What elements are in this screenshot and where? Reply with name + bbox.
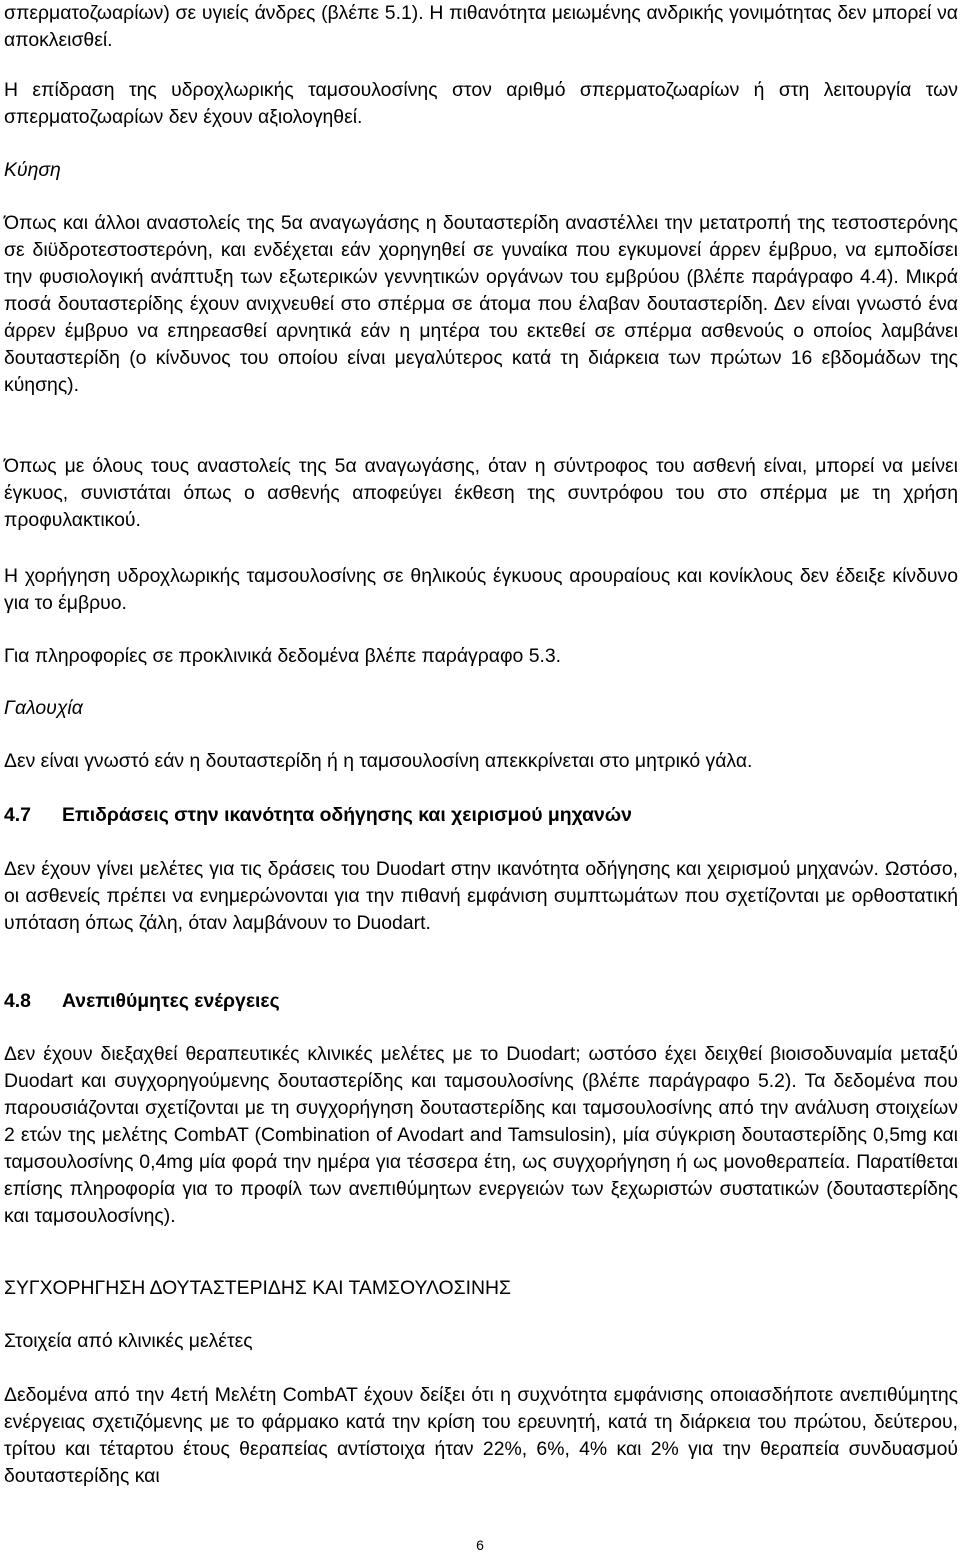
pregnancy-heading: Κύηση <box>4 159 61 181</box>
section-4-7-heading <box>4 802 632 829</box>
section-4-7-title: Επιδράσεις στην ικανότητα οδήγησης και χειρισμού μηχανών <box>62 804 632 826</box>
intro-paragraph-2: Η επίδραση της υδροχλωρικής ταμσουλοσίνης στον αριθμό σπερματοζωαρίων ή στη λειτουργία των σπερματοζωαρίων δεν έχουν αξιολογηθεί. <box>4 79 958 128</box>
section-4-8-paragraph: Δεν έχουν διεξαχθεί θεραπευτικές κλινικές μελέτες με το Duodart; ωστόσο έχει δειχθεί βιοισοδυναμία μεταξύ Duodart και συγχορηγούμενης δουταστερίδης και ταμσουλοσίνης (βλέπε παράγραφο 5.2). Τα δεδομένα που παρουσιάζονται σχετίζονται με τη συγχορήγηση δουταστερίδης και ταμσουλοσίνης από την ανάλυση στοιχείων 2 ετών της μελέτης CombAT (Combination of Avodart and Tamsulosin), μία σύγκριση δουταστερίδης 0,5mg και ταμσουλοσίνης 0,4mg μία φορά την ημέρα για τέσσερα έτη, ως συγχορήγηση ή ως μονοθεραπεία. Παρατίθεται επίσης πληροφορία για το προφίλ των ανεπιθύμητων ενεργειών των ξεχωριστών συστατικών (δουταστερίδης και ταμσουλοσίνης). <box>4 1043 958 1227</box>
clinical-studies-heading: Στοιχεία από κλινικές μελέτες <box>4 1330 253 1352</box>
section-4-7-paragraph: Δεν έχουν γίνει μελέτες για τις δράσεις του Duodart στην ικανότητα οδήγησης και χειρισμού μηχανών. Ωστόσο, οι ασθενείς πρέπει να ενημερώνονται για την πιθανή εμφάνιση συμπτωμάτων που σχετίζονται με ορθοστατική υπόταση όπως ζάλη, όταν λαμβάνουν το Duodart. <box>4 858 958 934</box>
section-4-8-title: Ανεπιθύμητες ενέργειες <box>62 990 280 1012</box>
clinical-paragraph: Δεδομένα από την 4ετή Μελέτη CombAT έχουν δείξει ότι η συχνότητα εμφάνισης οποιασδήποτε ανεπιθύμητης ενέργειας σχετιζόμενης με το φάρμακο κατά την κρίση του ερευνητή, κατά τη διάρκεια του πρώτου, δεύτερου, τρίτου και τέταρτου έτους θεραπείας αντίστοιχα ήταν 22%, 6%, 4% και 2% για την θεραπεία συνδυασμού δουταστερίδης και <box>4 1384 958 1487</box>
pregnancy-paragraph-1: Όπως και άλλοι αναστολείς της 5α αναγωγάσης η δουταστερίδη αναστέλλει την μετατροπή της τεστοστερόνης σε διϋδροτεστοστερόνη, και ενδέχεται εάν χορηγηθεί σε γυναίκα που εγκυμονεί άρρεν έμβρυο, να εμποδίσει την φυσιολογική ανάπτυξη των εξωτερικών γεννητικών οργάνων του εμβρύου (βλέπε παράγραφο 4.4). Μικρά ποσά δουταστερίδης έχουν ανιχνευθεί στο σπέρμα σε άτομα που έλαβαν δουταστερίδη. Δεν είναι γνωστό ένα άρρεν έμβρυο να επηρεασθεί αρνητικά εάν η μητέρα του εκτεθεί σε σπέρμα ασθενούς ο οποίος λαμβάνει δουταστερίδη (ο κίνδυνος του οποίου είναι μεγαλύτερος κατά τη διάρκεια των πρώτων 16 εβδομάδων της κύησης). <box>4 212 958 396</box>
page-number: 6 <box>476 1537 484 1553</box>
coadmin-heading: ΣΥΓΧΟΡΗΓΗΣΗ ΔΟΥΤΑΣΤΕΡΙΔΗΣ ΚΑΙ ΤΑΜΣΟΥΛΟΣΙΝΗΣ <box>4 1277 511 1299</box>
lactation-heading: Γαλουχία <box>4 697 83 719</box>
lactation-paragraph: Δεν είναι γνωστό εάν η δουταστερίδη ή η ταμσουλοσίνη απεκκρίνεται στο μητρικό γάλα. <box>4 750 753 772</box>
section-4-7-number: 4.7 <box>4 804 31 826</box>
pregnancy-paragraph-2: Όπως με όλους τους αναστολείς της 5α αναγωγάσης, όταν η σύντροφος του ασθενή είναι, μπορεί να μείνει έγκυος, συνιστάται όπως ο ασθενής αποφεύγει έκθεση της συντρόφου του στο σπέρμα με τη χρήση προφυλακτικού. <box>4 455 958 531</box>
pregnancy-paragraph-4: Για πληροφορίες σε προκλινικά δεδομένα βλέπε παράγραφο 5.3. <box>4 645 562 667</box>
section-4-8-heading <box>4 988 280 1015</box>
pregnancy-paragraph-3: Η χορήγηση υδροχλωρικής ταμσουλοσίνης σε θηλικούς έγκυους αρουραίους και κονίκλους δεν έδειξε κίνδυνο για το έμβρυο. <box>4 565 958 614</box>
intro-paragraph-1: σπερματοζωαρίων) σε υγιείς άνδρες (βλέπε 5.1). Η πιθανότητα μειωμένης ανδρικής γονιμότητας δεν μπορεί να αποκλεισθεί. <box>4 2 958 51</box>
section-4-8-number: 4.8 <box>4 990 31 1012</box>
